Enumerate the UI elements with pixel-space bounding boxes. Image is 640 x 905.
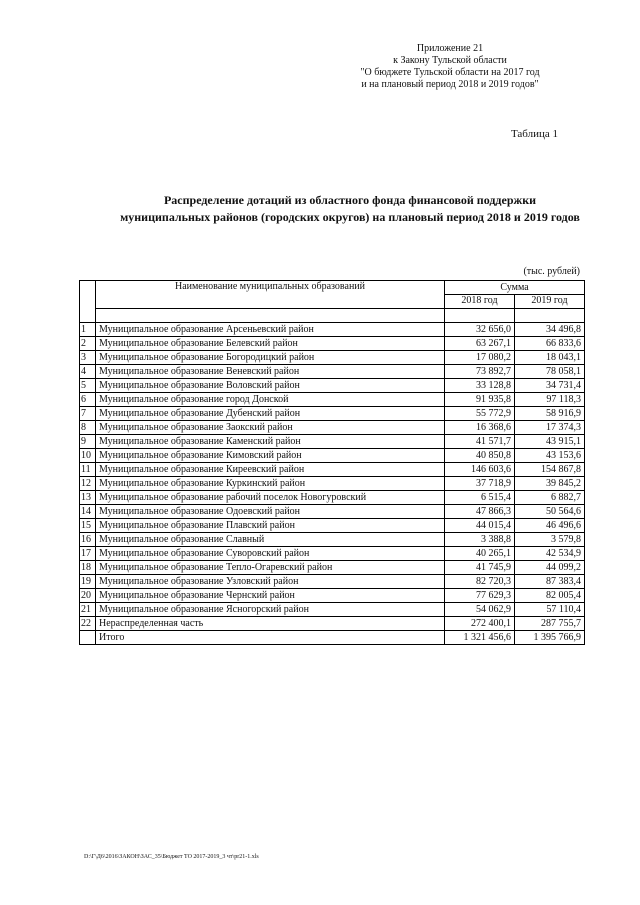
header-spacer <box>96 309 445 323</box>
table-row <box>80 435 585 449</box>
appendix-line: "О бюджете Тульской области на 2017 год <box>360 67 540 78</box>
municipality-name: Муниципальное образование Плавский район <box>96 519 445 533</box>
amount-2018: 146 603,6 <box>444 463 514 477</box>
amount-2018: 3 388,8 <box>444 533 514 547</box>
row-number: 7 <box>80 407 96 421</box>
table-row <box>80 407 585 421</box>
municipality-name: Муниципальное образование Узловский район <box>96 575 445 589</box>
appendix-line: к Закону Тульской области <box>393 55 507 66</box>
appendix-line: и на плановый период 2018 и 2019 годов" <box>361 79 539 90</box>
number-header <box>80 281 96 323</box>
amount-2018: 33 128,8 <box>444 379 514 393</box>
row-number: 12 <box>80 477 96 491</box>
municipality-name: Муниципальное образование Белевский район <box>96 337 445 351</box>
title-line: муниципальных районов (городских округов) на плановый период 2018 и 2019 годов <box>120 210 580 224</box>
amount-2019: 154 867,8 <box>514 463 584 477</box>
amount-2019: 18 043,1 <box>514 351 584 365</box>
municipality-name: Муниципальное образование Одоевский район <box>96 505 445 519</box>
row-number: 19 <box>80 575 96 589</box>
table-row <box>80 505 585 519</box>
amount-2019: 17 374,3 <box>514 421 584 435</box>
row-number: 6 <box>80 393 96 407</box>
row-number: 20 <box>80 589 96 603</box>
table-row <box>80 393 585 407</box>
amount-2018: 16 368,6 <box>444 421 514 435</box>
amount-2019: 58 916,9 <box>514 407 584 421</box>
row-number: 21 <box>80 603 96 617</box>
amount-2018: 55 772,9 <box>444 407 514 421</box>
appendix-line: Приложение 21 <box>416 43 484 54</box>
table-row <box>80 533 585 547</box>
table-row <box>80 421 585 435</box>
municipality-name: Нераспределенная часть <box>96 617 445 631</box>
row-number: 11 <box>80 463 96 477</box>
table-label: Таблица 1 <box>510 128 558 140</box>
amount-2019: 39 845,2 <box>514 477 584 491</box>
amount-2018: 40 850,8 <box>444 449 514 463</box>
row-number: 8 <box>80 421 96 435</box>
row-number: 16 <box>80 533 96 547</box>
municipality-name: Муниципальное образование Арсеньевский район <box>96 323 445 337</box>
row-number: 3 <box>80 351 96 365</box>
municipality-name: Муниципальное образование Куркинский район <box>96 477 445 491</box>
table-row <box>80 365 585 379</box>
table-row <box>80 603 585 617</box>
amount-2019: 287 755,7 <box>514 617 584 631</box>
row-number: 14 <box>80 505 96 519</box>
table-row <box>80 449 585 463</box>
amount-2019: 42 534,9 <box>514 547 584 561</box>
municipality-name: Муниципальное образование Воловский район <box>96 379 445 393</box>
row-number: 9 <box>80 435 96 449</box>
amount-2018: 6 515,4 <box>444 491 514 505</box>
amount-2019: 50 564,6 <box>514 505 584 519</box>
table-row <box>80 589 585 603</box>
row-number: 1 <box>80 323 96 337</box>
municipality-name: Итого <box>96 631 445 645</box>
title-line: Распределение дотаций из областного фонда финансовой поддержки <box>163 193 537 207</box>
table-row <box>80 323 585 337</box>
row-number: 10 <box>80 449 96 463</box>
table-row <box>80 561 585 575</box>
row-number: 13 <box>80 491 96 505</box>
units-label: (тыс. рублей) <box>523 266 580 277</box>
municipality-name: Муниципальное образование рабочий поселок Новогуровский <box>96 491 445 505</box>
subsidies-table <box>79 280 585 645</box>
amount-2019: 78 058,1 <box>514 365 584 379</box>
row-number: 2 <box>80 337 96 351</box>
table-row <box>80 463 585 477</box>
amount-2018: 272 400,1 <box>444 617 514 631</box>
year-2019-header: 2019 год <box>514 295 584 309</box>
amount-2018: 37 718,9 <box>444 477 514 491</box>
amount-2018: 54 062,9 <box>444 603 514 617</box>
municipality-name: Муниципальное образование город Донской <box>96 393 445 407</box>
municipality-name: Муниципальное образование Ясногорский район <box>96 603 445 617</box>
amount-2018: 47 866,3 <box>444 505 514 519</box>
municipality-name: Муниципальное образование Киреевский район <box>96 463 445 477</box>
amount-2019: 34 731,4 <box>514 379 584 393</box>
amount-2019: 43 915,1 <box>514 435 584 449</box>
municipality-name: Муниципальное образование Веневский район <box>96 365 445 379</box>
table-row <box>80 575 585 589</box>
name-column-header: Наименование муниципальных образований <box>96 281 445 309</box>
amount-2018: 17 080,2 <box>444 351 514 365</box>
municipality-name: Муниципальное образование Славный <box>96 533 445 547</box>
amount-2018: 77 629,3 <box>444 589 514 603</box>
table-body <box>80 323 585 645</box>
municipality-name: Муниципальное образование Каменский район <box>96 435 445 449</box>
amount-2018: 73 892,7 <box>444 365 514 379</box>
table-row <box>80 337 585 351</box>
row-number <box>80 631 96 645</box>
amount-2019: 44 099,2 <box>514 561 584 575</box>
header-spacer <box>444 309 514 323</box>
row-number: 5 <box>80 379 96 393</box>
table-row <box>80 477 585 491</box>
amount-2019: 6 882,7 <box>514 491 584 505</box>
municipality-name: Муниципальное образование Суворовский район <box>96 547 445 561</box>
amount-2018: 41 571,7 <box>444 435 514 449</box>
amount-2018: 32 656,0 <box>444 323 514 337</box>
municipality-name: Муниципальное образование Кимовский район <box>96 449 445 463</box>
row-number: 4 <box>80 365 96 379</box>
amount-2018: 63 267,1 <box>444 337 514 351</box>
row-number: 18 <box>80 561 96 575</box>
municipality-name: Муниципальное образование Заокский район <box>96 421 445 435</box>
year-2018-header: 2018 год <box>444 295 514 309</box>
table-row <box>80 491 585 505</box>
amount-2019: 3 579,8 <box>514 533 584 547</box>
amount-2019: 87 383,4 <box>514 575 584 589</box>
amount-2019: 46 496,6 <box>514 519 584 533</box>
amount-2019: 97 118,3 <box>514 393 584 407</box>
file-path-footer: D:\Г\Д6\2016\ЗАКОН\ЗАС_35\Бюджет ТО 2017-2019_3 чт\pr21-1.xls <box>84 854 259 860</box>
amount-2018: 91 935,8 <box>444 393 514 407</box>
amount-2018: 40 265,1 <box>444 547 514 561</box>
header-spacer <box>514 309 584 323</box>
amount-2019: 43 153,6 <box>514 449 584 463</box>
amount-2019: 82 005,4 <box>514 589 584 603</box>
municipality-name: Муниципальное образование Дубенский район <box>96 407 445 421</box>
municipality-name: Муниципальное образование Чернский район <box>96 589 445 603</box>
amount-2018: 1 321 456,6 <box>444 631 514 645</box>
municipality-name: Муниципальное образование Тепло-Огаревский район <box>96 561 445 575</box>
sum-column-header: Сумма <box>444 281 584 295</box>
amount-2019: 57 110,4 <box>514 603 584 617</box>
amount-2019: 34 496,8 <box>514 323 584 337</box>
row-number: 22 <box>80 617 96 631</box>
amount-2019: 1 395 766,9 <box>514 631 584 645</box>
appendix-note <box>320 43 580 91</box>
amount-2019: 66 833,6 <box>514 337 584 351</box>
table-row <box>80 379 585 393</box>
municipality-name: Муниципальное образование Богородицкий район <box>96 351 445 365</box>
table-row <box>80 617 585 631</box>
table-row <box>80 547 585 561</box>
amount-2018: 41 745,9 <box>444 561 514 575</box>
table-row <box>80 519 585 533</box>
row-number: 17 <box>80 547 96 561</box>
amount-2018: 82 720,3 <box>444 575 514 589</box>
document-title <box>60 192 640 226</box>
row-number: 15 <box>80 519 96 533</box>
table-row <box>80 631 585 645</box>
table-row <box>80 351 585 365</box>
amount-2018: 44 015,4 <box>444 519 514 533</box>
